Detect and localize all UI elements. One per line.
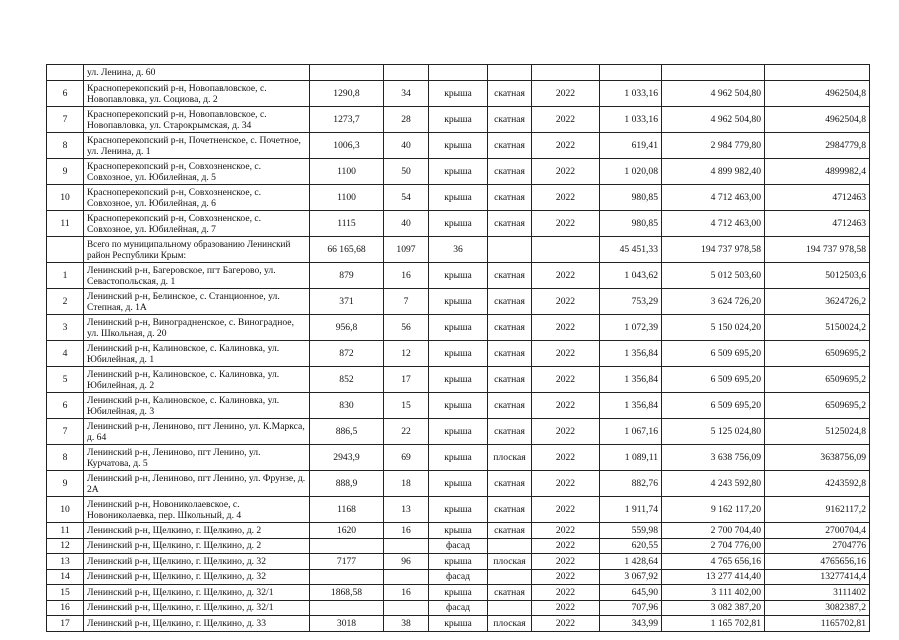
cell-element: крыша <box>429 419 488 445</box>
cell-funded-amount: 2700704,4 <box>765 523 870 539</box>
cell-unit-cost: 980,85 <box>600 185 662 211</box>
cell-address: Красноперекопский р-н, Совхозненское, с. Совхозное, ул. Юбилейная, д. 6 <box>84 185 310 211</box>
cell-residents: 12 <box>384 341 429 367</box>
cell-row-number: 7 <box>47 419 84 445</box>
cell-element: крыша <box>429 81 488 107</box>
cell-row-number: 6 <box>47 81 84 107</box>
cell-address: Ленинский р-н, Щелкино, г. Щелкино, д. 32/1 <box>84 585 310 601</box>
table-row <box>47 107 870 133</box>
cell-roof-type: скатная <box>488 315 532 341</box>
cell-roof-type <box>488 237 532 263</box>
cell-address: Ленинский р-н, Щелкино, г. Щелкино, д. 33 <box>84 616 310 632</box>
cell-funded-amount: 13277414,4 <box>765 569 870 585</box>
cell-unit-cost: 1 043,62 <box>600 263 662 289</box>
cell-total-cost: 4 962 504,80 <box>662 107 765 133</box>
cell-total-cost: 4 765 656,16 <box>662 554 765 570</box>
cell-address: Красноперекопский р-н, Новопавловское, с. Новопавловка, ул. Социова, д. 2 <box>84 81 310 107</box>
cell-residents: 13 <box>384 497 429 523</box>
table-row <box>47 471 870 497</box>
cell-total-cost: 5 150 024,20 <box>662 315 765 341</box>
cell-unit-cost: 980,85 <box>600 211 662 237</box>
cell-roof-type: скатная <box>488 107 532 133</box>
cell-unit-cost: 1 911,74 <box>600 497 662 523</box>
cell-roof-type: скатная <box>488 263 532 289</box>
cell-funded-amount: 2984779,8 <box>765 133 870 159</box>
cell-address: Ленинский р-н, Калиновское, с. Калиновка, ул. Юбилейная, д. 3 <box>84 393 310 419</box>
cell-area: 888,9 <box>310 471 384 497</box>
table-row <box>47 523 870 539</box>
table-row <box>47 554 870 570</box>
cell-unit-cost: 343,99 <box>600 616 662 632</box>
cell-year: 2022 <box>532 185 600 211</box>
cell-residents: 34 <box>384 81 429 107</box>
cell-element: фасад <box>429 600 488 616</box>
cell-row-number: 11 <box>47 523 84 539</box>
cell-residents: 17 <box>384 367 429 393</box>
cell-residents <box>384 65 429 81</box>
cell-total-cost: 6 509 695,20 <box>662 367 765 393</box>
cell-address: ул. Ленина, д. 60 <box>84 65 310 81</box>
cell-row-number: 13 <box>47 554 84 570</box>
cell-address: Ленинский р-н, Щелкино, г. Щелкино, д. 2 <box>84 523 310 539</box>
cell-funded-amount: 194 737 978,58 <box>765 237 870 263</box>
cell-total-cost: 4 243 592,80 <box>662 471 765 497</box>
cell-area: 879 <box>310 263 384 289</box>
cell-area: 886,5 <box>310 419 384 445</box>
table-row <box>47 133 870 159</box>
cell-year: 2022 <box>532 367 600 393</box>
cell-address: Ленинский р-н, Лениново, пгт Ленино, ул. К.Маркса, д. 64 <box>84 419 310 445</box>
cell-year: 2022 <box>532 341 600 367</box>
cell-unit-cost: 45 451,33 <box>600 237 662 263</box>
cell-funded-amount: 4765656,16 <box>765 554 870 570</box>
cell-residents: 7 <box>384 289 429 315</box>
cell-element: крыша <box>429 211 488 237</box>
cell-residents: 28 <box>384 107 429 133</box>
cell-year: 2022 <box>532 81 600 107</box>
cell-roof-type <box>488 600 532 616</box>
cell-residents: 16 <box>384 585 429 601</box>
cell-element: крыша <box>429 393 488 419</box>
cell-address: Красноперекопский р-н, Почетненское, с. Почетное, ул. Ленина, д. 1 <box>84 133 310 159</box>
cell-unit-cost: 645,90 <box>600 585 662 601</box>
cell-area <box>310 569 384 585</box>
cell-area <box>310 538 384 554</box>
cell-roof-type: скатная <box>488 393 532 419</box>
cell-address: Красноперекопский р-н, Совхозненское, с. Совхозное, ул. Юбилейная, д. 7 <box>84 211 310 237</box>
cell-unit-cost: 3 067,92 <box>600 569 662 585</box>
cell-area: 956,8 <box>310 315 384 341</box>
cell-address: Ленинский р-н, Лениново, пгт Ленино, ул. Курчатова, д. 5 <box>84 445 310 471</box>
cell-address: Ленинский р-н, Виноградненское, с. Виноградное, ул. Школьная, д. 20 <box>84 315 310 341</box>
cell-area: 1006,3 <box>310 133 384 159</box>
cell-unit-cost: 1 072,39 <box>600 315 662 341</box>
cell-area: 1100 <box>310 159 384 185</box>
cell-roof-type: плоская <box>488 554 532 570</box>
cell-unit-cost: 1 067,16 <box>600 419 662 445</box>
cell-area: 7177 <box>310 554 384 570</box>
table-row <box>47 81 870 107</box>
cell-element: крыша <box>429 445 488 471</box>
cell-roof-type: плоская <box>488 616 532 632</box>
cell-total-cost: 2 984 779,80 <box>662 133 765 159</box>
cell-element: крыша <box>429 263 488 289</box>
cell-funded-amount: 3082387,2 <box>765 600 870 616</box>
cell-roof-type: скатная <box>488 159 532 185</box>
cell-address: Всего по муниципальному образованию Ленинский район Республики Крым: <box>84 237 310 263</box>
cell-funded-amount: 4712463 <box>765 185 870 211</box>
cell-element <box>429 65 488 81</box>
cell-area: 1168 <box>310 497 384 523</box>
cell-unit-cost: 620,55 <box>600 538 662 554</box>
cell-element: крыша <box>429 341 488 367</box>
cell-total-cost: 5 125 024,80 <box>662 419 765 445</box>
cell-area: 3018 <box>310 616 384 632</box>
cell-year <box>532 65 600 81</box>
cell-row-number: 12 <box>47 538 84 554</box>
cell-roof-type: скатная <box>488 471 532 497</box>
cell-year <box>532 237 600 263</box>
cell-row-number: 7 <box>47 107 84 133</box>
cell-residents <box>384 569 429 585</box>
cell-roof-type: скатная <box>488 585 532 601</box>
cell-unit-cost: 1 033,16 <box>600 107 662 133</box>
cell-funded-amount: 1165702,81 <box>765 616 870 632</box>
cell-row-number: 15 <box>47 585 84 601</box>
cell-residents: 96 <box>384 554 429 570</box>
cell-area: 852 <box>310 367 384 393</box>
cell-funded-amount: 3624726,2 <box>765 289 870 315</box>
cell-address: Ленинский р-н, Щелкино, г. Щелкино, д. 2 <box>84 538 310 554</box>
cell-funded-amount: 4243592,8 <box>765 471 870 497</box>
cell-element: крыша <box>429 554 488 570</box>
cell-element: крыша <box>429 133 488 159</box>
subtotal-row <box>47 237 870 263</box>
cell-element: крыша <box>429 585 488 601</box>
cell-row-number: 4 <box>47 341 84 367</box>
cell-element: крыша <box>429 315 488 341</box>
cell-total-cost: 13 277 414,40 <box>662 569 765 585</box>
cell-year: 2022 <box>532 497 600 523</box>
cell-year: 2022 <box>532 315 600 341</box>
cell-funded-amount: 5012503,6 <box>765 263 870 289</box>
cell-year: 2022 <box>532 263 600 289</box>
cell-residents: 40 <box>384 211 429 237</box>
cell-area: 371 <box>310 289 384 315</box>
table-row <box>47 393 870 419</box>
cell-year: 2022 <box>532 523 600 539</box>
cell-address: Ленинский р-н, Калиновское, с. Калиновка, ул. Юбилейная, д. 1 <box>84 341 310 367</box>
cell-residents <box>384 538 429 554</box>
cell-element: 36 <box>429 237 488 263</box>
cell-row-number: 2 <box>47 289 84 315</box>
cell-roof-type: скатная <box>488 367 532 393</box>
cell-year: 2022 <box>532 107 600 133</box>
cell-unit-cost: 1 020,08 <box>600 159 662 185</box>
cell-residents: 38 <box>384 616 429 632</box>
cell-funded-amount: 3638756,09 <box>765 445 870 471</box>
cell-year: 2022 <box>532 554 600 570</box>
cell-address: Ленинский р-н, Лениново, пгт Ленино, ул. Фрунзе, д. 2А <box>84 471 310 497</box>
cell-row-number: 17 <box>47 616 84 632</box>
cell-funded-amount <box>765 65 870 81</box>
cell-unit-cost: 1 428,64 <box>600 554 662 570</box>
cell-area: 1290,8 <box>310 81 384 107</box>
cell-unit-cost: 1 356,84 <box>600 393 662 419</box>
cell-year: 2022 <box>532 600 600 616</box>
cell-area: 1868,58 <box>310 585 384 601</box>
cell-funded-amount: 4962504,8 <box>765 81 870 107</box>
cell-roof-type: плоская <box>488 445 532 471</box>
cell-roof-type: скатная <box>488 497 532 523</box>
cell-year: 2022 <box>532 393 600 419</box>
cell-roof-type: скатная <box>488 289 532 315</box>
cell-unit-cost: 1 033,16 <box>600 81 662 107</box>
cell-row-number: 11 <box>47 211 84 237</box>
cell-funded-amount: 2704776 <box>765 538 870 554</box>
table-row <box>47 419 870 445</box>
cell-roof-type: скатная <box>488 81 532 107</box>
cell-roof-type <box>488 569 532 585</box>
table-row <box>47 341 870 367</box>
cell-total-cost: 4 899 982,40 <box>662 159 765 185</box>
cell-row-number: 6 <box>47 393 84 419</box>
cell-row-number: 10 <box>47 497 84 523</box>
table-row <box>47 600 870 616</box>
cell-year: 2022 <box>532 159 600 185</box>
table-row <box>47 585 870 601</box>
cell-roof-type <box>488 538 532 554</box>
cell-unit-cost <box>600 65 662 81</box>
cell-residents: 56 <box>384 315 429 341</box>
cell-unit-cost: 707,96 <box>600 600 662 616</box>
cell-row-number: 8 <box>47 445 84 471</box>
cell-area: 1273,7 <box>310 107 384 133</box>
cell-element: крыша <box>429 523 488 539</box>
cell-unit-cost: 882,76 <box>600 471 662 497</box>
cell-address: Ленинский р-н, Щелкино, г. Щелкино, д. 32 <box>84 554 310 570</box>
cell-year: 2022 <box>532 419 600 445</box>
cell-roof-type: скатная <box>488 211 532 237</box>
cell-address: Ленинский р-н, Багеровское, пгт Багерово, ул. Севастопольская, д. 1 <box>84 263 310 289</box>
cell-unit-cost: 1 356,84 <box>600 367 662 393</box>
cell-address: Красноперекопский р-н, Совхозненское, с. Совхозное, ул. Юбилейная, д. 5 <box>84 159 310 185</box>
table-row <box>47 315 870 341</box>
cell-area: 1100 <box>310 185 384 211</box>
cell-funded-amount: 4899982,4 <box>765 159 870 185</box>
cell-residents: 18 <box>384 471 429 497</box>
cell-element: фасад <box>429 538 488 554</box>
cell-row-number: 3 <box>47 315 84 341</box>
table-row <box>47 569 870 585</box>
cell-address: Ленинский р-н, Калиновское, с. Калиновка, ул. Юбилейная, д. 2 <box>84 367 310 393</box>
cell-unit-cost: 1 356,84 <box>600 341 662 367</box>
cell-year: 2022 <box>532 471 600 497</box>
cell-row-number: 5 <box>47 367 84 393</box>
cell-total-cost: 2 700 704,40 <box>662 523 765 539</box>
cell-year: 2022 <box>532 585 600 601</box>
cell-address: Ленинский р-н, Новониколаевское, с. Новониколаевка, пер. Школьный, д. 4 <box>84 497 310 523</box>
cell-residents: 50 <box>384 159 429 185</box>
cell-funded-amount: 5125024,8 <box>765 419 870 445</box>
cell-address: Красноперекопский р-н, Новопавловское, с. Новопавловка, ул. Старокрымская, д. 34 <box>84 107 310 133</box>
cell-residents <box>384 600 429 616</box>
table-row <box>47 65 870 81</box>
table-row <box>47 185 870 211</box>
cell-element: крыша <box>429 616 488 632</box>
cell-funded-amount: 4712463 <box>765 211 870 237</box>
cell-unit-cost: 619,41 <box>600 133 662 159</box>
table-row <box>47 159 870 185</box>
cell-residents: 40 <box>384 133 429 159</box>
cell-unit-cost: 753,29 <box>600 289 662 315</box>
cell-element: крыша <box>429 471 488 497</box>
cell-unit-cost: 1 089,11 <box>600 445 662 471</box>
cell-year: 2022 <box>532 538 600 554</box>
cell-funded-amount: 6509695,2 <box>765 341 870 367</box>
cell-row-number: 9 <box>47 159 84 185</box>
cell-funded-amount: 6509695,2 <box>765 393 870 419</box>
table-row <box>47 497 870 523</box>
cell-element: крыша <box>429 289 488 315</box>
cell-year: 2022 <box>532 211 600 237</box>
cell-row-number: 9 <box>47 471 84 497</box>
cell-element: фасад <box>429 569 488 585</box>
cell-element: крыша <box>429 497 488 523</box>
cell-total-cost <box>662 65 765 81</box>
cell-address: Ленинский р-н, Щелкино, г. Щелкино, д. 32 <box>84 569 310 585</box>
cell-address: Ленинский р-н, Белинское, с. Станционное, ул. Степная, д. 1А <box>84 289 310 315</box>
cell-area: 872 <box>310 341 384 367</box>
cell-area <box>310 65 384 81</box>
cell-total-cost: 4 712 463,00 <box>662 211 765 237</box>
cell-total-cost: 194 737 978,58 <box>662 237 765 263</box>
table-row <box>47 367 870 393</box>
cell-area: 1115 <box>310 211 384 237</box>
cell-funded-amount: 5150024,2 <box>765 315 870 341</box>
cell-area: 1620 <box>310 523 384 539</box>
cell-row-number: 16 <box>47 600 84 616</box>
cell-unit-cost: 559,98 <box>600 523 662 539</box>
cell-residents: 1097 <box>384 237 429 263</box>
cell-total-cost: 3 111 402,00 <box>662 585 765 601</box>
cell-element: крыша <box>429 367 488 393</box>
cell-residents: 15 <box>384 393 429 419</box>
cell-total-cost: 3 638 756,09 <box>662 445 765 471</box>
cell-address: Ленинский р-н, Щелкино, г. Щелкино, д. 32/1 <box>84 600 310 616</box>
cell-total-cost: 1 165 702,81 <box>662 616 765 632</box>
table-row <box>47 263 870 289</box>
cell-roof-type <box>488 65 532 81</box>
cell-roof-type: скатная <box>488 523 532 539</box>
cell-residents: 16 <box>384 523 429 539</box>
cell-row-number: 14 <box>47 569 84 585</box>
table-body <box>47 65 870 632</box>
cell-year: 2022 <box>532 616 600 632</box>
cell-funded-amount: 9162117,2 <box>765 497 870 523</box>
cell-year: 2022 <box>532 133 600 159</box>
cell-residents: 69 <box>384 445 429 471</box>
cell-funded-amount: 3111402 <box>765 585 870 601</box>
cell-total-cost: 2 704 776,00 <box>662 538 765 554</box>
cell-area: 66 165,68 <box>310 237 384 263</box>
cell-funded-amount: 4962504,8 <box>765 107 870 133</box>
cell-residents: 16 <box>384 263 429 289</box>
cell-total-cost: 9 162 117,20 <box>662 497 765 523</box>
cell-year: 2022 <box>532 289 600 315</box>
cell-total-cost: 4 962 504,80 <box>662 81 765 107</box>
cell-row-number <box>47 65 84 81</box>
table-row <box>47 616 870 632</box>
cell-year: 2022 <box>532 445 600 471</box>
cell-total-cost: 3 624 726,20 <box>662 289 765 315</box>
cell-roof-type: скатная <box>488 341 532 367</box>
cell-area: 2943,9 <box>310 445 384 471</box>
cell-total-cost: 6 509 695,20 <box>662 393 765 419</box>
cell-row-number: 1 <box>47 263 84 289</box>
cell-year: 2022 <box>532 569 600 585</box>
table-row <box>47 211 870 237</box>
cell-total-cost: 5 012 503,60 <box>662 263 765 289</box>
cell-total-cost: 4 712 463,00 <box>662 185 765 211</box>
cell-total-cost: 3 082 387,20 <box>662 600 765 616</box>
cell-residents: 54 <box>384 185 429 211</box>
table-row <box>47 289 870 315</box>
cell-area: 830 <box>310 393 384 419</box>
cell-residents: 22 <box>384 419 429 445</box>
cell-element: крыша <box>429 159 488 185</box>
cell-roof-type: скатная <box>488 185 532 211</box>
cell-element: крыша <box>429 107 488 133</box>
cell-row-number <box>47 237 84 263</box>
capital-repair-table <box>46 64 870 632</box>
cell-roof-type: скатная <box>488 419 532 445</box>
cell-row-number: 10 <box>47 185 84 211</box>
cell-total-cost: 6 509 695,20 <box>662 341 765 367</box>
cell-element: крыша <box>429 185 488 211</box>
table-row <box>47 445 870 471</box>
cell-funded-amount: 6509695,2 <box>765 367 870 393</box>
table-row <box>47 538 870 554</box>
cell-area <box>310 600 384 616</box>
cell-roof-type: скатная <box>488 133 532 159</box>
cell-row-number: 8 <box>47 133 84 159</box>
